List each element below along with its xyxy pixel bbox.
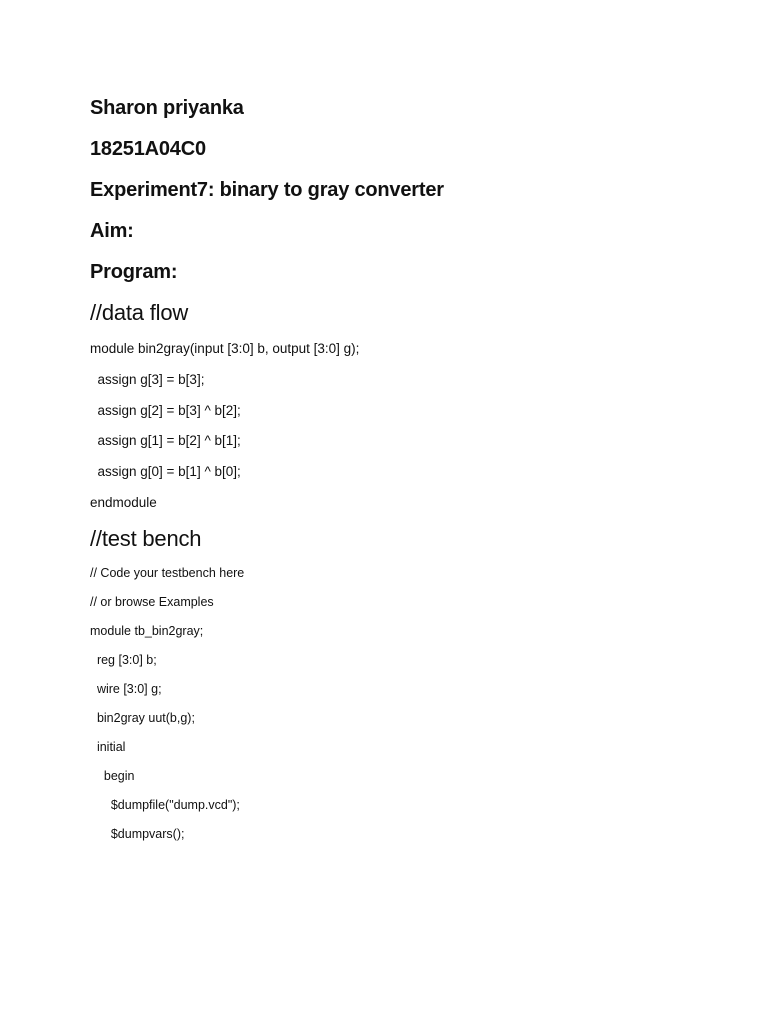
code-line: module bin2gray(input [3:0] b, output [3:0] g); xyxy=(90,341,360,356)
code-line: // Code your testbench here xyxy=(90,566,245,580)
code-line: assign g[2] = b[3] ^ b[2]; xyxy=(90,403,241,418)
code-line: wire [3:0] g; xyxy=(90,682,162,696)
code-line: reg [3:0] b; xyxy=(90,653,157,667)
code-line: // or browse Examples xyxy=(90,595,214,609)
author-name: Sharon priyanka xyxy=(90,97,244,119)
code-line: begin xyxy=(90,769,135,783)
code-line: assign g[1] = b[2] ^ b[1]; xyxy=(90,433,241,448)
aim-label: Aim: xyxy=(90,220,134,242)
code-line: module tb_bin2gray; xyxy=(90,624,204,638)
code-line: $dumpfile("dump.vcd"); xyxy=(90,798,240,812)
testbench-section-title: //test bench xyxy=(90,526,202,551)
experiment-title: Experiment7: binary to gray converter xyxy=(90,179,444,201)
code-line: assign g[3] = b[3]; xyxy=(90,372,205,387)
code-line: initial xyxy=(90,740,126,754)
program-label: Program: xyxy=(90,261,178,283)
roll-number: 18251A04C0 xyxy=(90,138,206,160)
code-line: $dumpvars(); xyxy=(90,827,185,841)
code-line: endmodule xyxy=(90,495,157,510)
dataflow-section-title: //data flow xyxy=(90,300,189,325)
code-line: bin2gray uut(b,g); xyxy=(90,711,195,725)
code-line: assign g[0] = b[1] ^ b[0]; xyxy=(90,464,241,479)
